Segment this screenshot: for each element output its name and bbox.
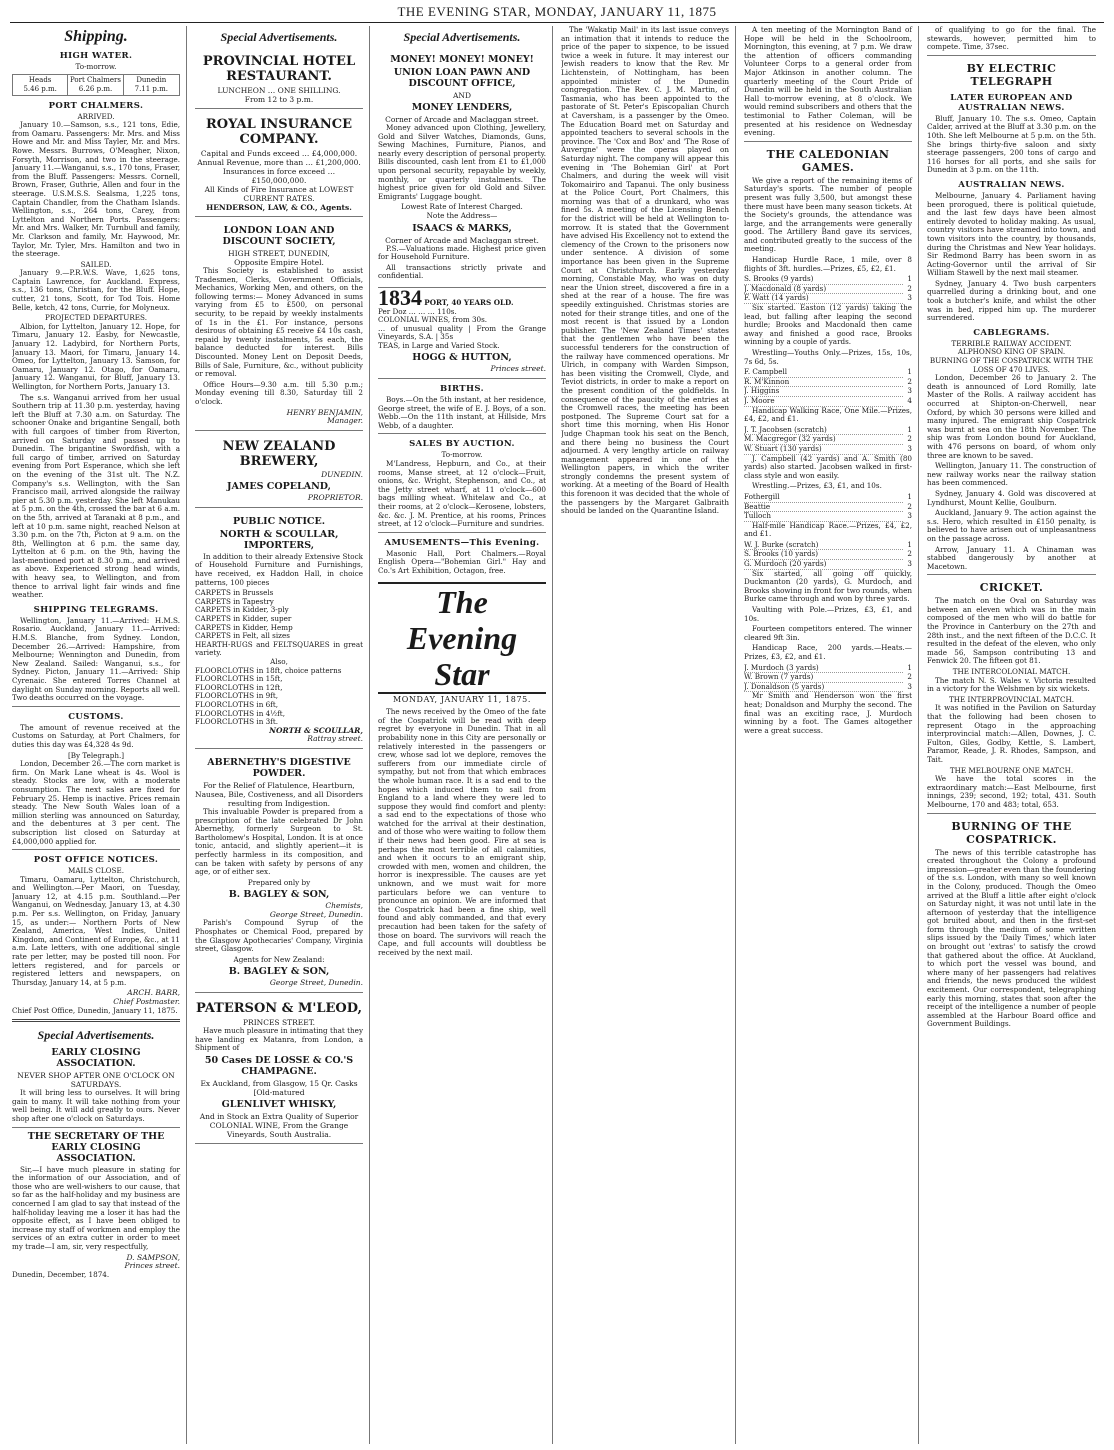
shipping-title: Shipping. bbox=[64, 28, 128, 45]
melbourne-match-title: THE MELBOURNE ONE MATCH. bbox=[949, 765, 1074, 775]
port-1834-colonial2: … of unusual quality | From the Grange Vineyards, S.A. | 35s bbox=[378, 323, 546, 342]
provincial-hotel-line1: LUNCHEON … ONE SHILLING. bbox=[217, 86, 341, 95]
nz-brewery-name: JAMES COPELAND, bbox=[227, 481, 331, 493]
cricket-text: The match on the Oval on Saturday was between an eleven which was in the main composed of the men who will do battle for the Province in Canterbury on the 27th and 28th inst., and the next fifteen of the D.C.C. It resulted in the defeat of the eleven, who only made 56, Sampson contributing 13 and Fenwick 20. The fifteen got 81. bbox=[927, 596, 1096, 666]
column-6 bbox=[927, 26, 1102, 1444]
floorcloth-item: FLOORCLOTHS in 3ft. bbox=[195, 717, 279, 727]
amusements-title: AMUSEMENTS—This Evening. bbox=[384, 537, 540, 548]
special-ads-title-col2: Special Advertisements. bbox=[220, 30, 338, 44]
port-1834-sign-addr: Princes street. bbox=[490, 364, 546, 374]
column-4 bbox=[561, 26, 736, 1444]
floorcloth-item: FLOORCLOTHS in 9ft, bbox=[195, 691, 279, 701]
projected-heading: PROJECTED DEPARTURES. bbox=[45, 313, 147, 323]
column-1 bbox=[12, 26, 187, 1444]
london-loan-text: This Society is established to assist Tradesmen, Clerks, Government Officials, Mechanics, Working Men, and others, on the following terms:— Money Advanced in sums varying from £5 to £500, on personal security, to be repaid by weekly instalments of 1s in the £1. For instance, persons desirous of obtaining £5 receive £4 10s cash, repaid by twenty instalments, 5s each, the balance deducted for interest. Bills Discounted. Money Lent on Deposit Deeds, Bills of Sale, Furniture, &c., without publicity or removal. bbox=[195, 266, 363, 379]
walking-title: Handicap Walking Race, One Mile.—Prizes, £4, £2, and £1. bbox=[744, 405, 912, 424]
floorcloth-item: FLOORCLOTHS in 6ft, bbox=[195, 699, 279, 709]
cospatrick-small-title: BURNING OF THE COSPATRICK WITH THE LOSS OF 470 LIVES. bbox=[929, 356, 1094, 374]
floorcloth-item: FLOORCLOTHS in 4½ft, bbox=[195, 708, 285, 718]
births-text: Boys.—On the 5th instant, at her residence, George street, the wife of E. J. Boys, of a son. Webb.—On the 11th instant, at Hillside, Mrs Webb, of a daughter. bbox=[378, 395, 546, 430]
abernethy-agent-addr: George Street, Dunedin. bbox=[269, 978, 363, 988]
result-row: G. Murdoch (20 yards) 3 bbox=[744, 559, 912, 569]
carpet-item: CARPETS in Kidder, super bbox=[195, 614, 292, 624]
arrow-text: Arrow, January 11. A Chinaman was stabbed dangerously by another at Macetown. bbox=[927, 544, 1096, 571]
alphonso-title: ALPHONSO KING OF SPAIN. bbox=[957, 347, 1066, 357]
burning-title: BURNING OF THE COSPATRICK. bbox=[951, 819, 1072, 846]
secretary-place-date: Dunedin, December, 1874. bbox=[12, 1269, 110, 1279]
result-row: Fothergill 1 bbox=[744, 491, 912, 501]
money-ps2: All transactions strictly private and confidential. bbox=[378, 262, 546, 281]
royal-insurance-title: ROYAL INSURANCE COMPANY. bbox=[205, 117, 353, 147]
money-firm-addr: Corner of Arcade and Maclaggan street. bbox=[385, 235, 539, 245]
money-office: UNION LOAN PAWN AND DISCOUNT OFFICE, bbox=[393, 67, 531, 89]
newspaper-columns bbox=[12, 26, 1102, 1444]
port-1834-price: Per Doz … … … 110s. bbox=[378, 306, 457, 316]
result-row: W. Stuart (130 yards) 3 bbox=[744, 443, 912, 453]
carpet-item: CARPETS in Brussels bbox=[195, 588, 274, 598]
port-1834-year: 1834 bbox=[378, 284, 422, 310]
shipping-news-text: The s.s. Wanganui arrived from her usual Southern trip at 11.30 p.m. yesterday, having left the Bluff at 7.30 a.m. on Saturday. The schooner Onake and brigantine Sengall, both with full cargoes of timber from Riverton, arrived on Saturday and passed up to Dunedin. The brigantine Swordfish, with a full cargo of timber, arrived on Saturday evening from Port Esperance, which she left on the evening of the 31st ult. The N.Z. Company's s.s. Wellington, with the San Francisco mail, arrived alongside the railway pier at 5.30 p.m. yesterday. She left Manukau at 5 p.m. on the 4th, crossed the bar at 6 a.m. on the 5th, arrived at Taranaki at 8 p.m., and left at 10 p.m. same night, reached Nelson at 3.30 p.m. on the 7th, Picton at 9 a.m. on the 8th, Wellington at 6 p.m. the same day, Lyttelton at 6 p.m. on the 9th, having the last-mentioned port at 8.30 p.m., and arrived as above. Experienced strong head winds, with heavy sea, to Wellington, and from thence to arrival light fair winds and fine weather. bbox=[12, 392, 180, 600]
bluff-text: Bluff, January 10. The s.s. Omeo, Captain Calder, arrived at the Bluff at 3.30 p.m. on the 10th. She left Melbourne at 5 p.m. on the 5th. She brings thirty-five saloon and sixty steerage passengers, 200 tons of cargo and 116 horses for all ports, and she sails for Dunedin at 3 p.m. on the 11th. bbox=[927, 113, 1096, 175]
abernethy-agent-name: B. BAGLEY & SON, bbox=[228, 966, 330, 978]
nz-brewery-role: PROPRIETOR. bbox=[307, 493, 363, 503]
london-loan-manager: HENRY BENJAMIN, bbox=[286, 407, 363, 417]
shipping-telegrams-title: SHIPPING TELEGRAMS. bbox=[33, 604, 159, 615]
abernethy-maker: B. BAGLEY & SON, bbox=[228, 889, 330, 901]
wellington-text: Wellington, January 11. The construction of new railway works near the railway station has been commenced. bbox=[927, 461, 1096, 488]
railway-title: TERRIBLE RAILWAY ACCIDENT. bbox=[951, 338, 1072, 348]
early-closing-subtitle: NEVER SHOP AFTER ONE O'CLOCK ON SATURDAYS. bbox=[17, 1071, 175, 1090]
london-loan-hours: Office Hours—9.30 a.m. till 5.30 p.m.; Monday evening till 8.30, Saturday till 2 o'clock. bbox=[195, 379, 363, 406]
abernethy-subtitle: For the Relief of Flatulence, Heartburn, Nausea, Bile, Costiveness, and all Disorders resulting from Indigestion. bbox=[195, 780, 364, 808]
abernethy-text: This invaluable Powder is prepared from a prescription of the late celebrated Dr John Abernethy, formerly Surgeon to St. Bartholomew's Hospital, London. It is at once tonic, antacid, and slightly aperient—it is perfectly harmless in its composition, and can be taken with safety by persons of any age, or of either sex. bbox=[195, 806, 363, 877]
births-title: BIRTHS. bbox=[439, 384, 485, 395]
secretary-role: Princes street. bbox=[124, 1261, 180, 1271]
royal-insurance-line3: Insurances in force exceed … £150,000,000. bbox=[222, 167, 336, 185]
cricket-title: CRICKET. bbox=[979, 581, 1044, 595]
melbourne-text: Melbourne, January 4. Parliament having been prorogued, there is political quietude, and the last few days have been almost entirely devoted to holiday making. As usual, country visitors have streamed into town, and town visitors into the country, by thousands, during the Christmas and New Year holidays. Sir Redmond Barry has been sworn in as Acting-Governor until the arrival of Sir William Stawell by the next mail steamer. bbox=[927, 190, 1096, 278]
paterson-title: PATERSON & M'LEOD, bbox=[195, 1001, 363, 1017]
editorial-text: The news received by the Omeo of the fate of the Cospatrick will be read with deep regret by everyone in Dunedin. That in all probability none in this City are personally or relatively interested in the passengers or crew, whose sad lot we deplore, removes the sufferers from our immediate circle of sympathy, but not from that which embraces the whole human race. It is a sad end to the hopes which induced them to sail from England to a land where they were led to suppose they would find comfort and plenty: a sad end to the expectations of those who watched for the arrival at their destination, and of those who were waiting to follow them if their news had been good. Fire at sea is perhaps the most terrible of all calamities, and when it occurs to an emigrant ship, crowded with men, women and children, the horror is inexpressible. The causes are yet unknown, and we must wait for more particulars before we can venture to pronounce an opinion. We are informed that the Cospatrick had been a fine ship, well found and ably commanded, and that every precaution had been taken for the safety of those on board. The survivors will reach the Cape, and full accounts will doubtless be received by the next mail. bbox=[378, 707, 546, 957]
port-1834-teas: TEAS, in Large and Varied Stock. bbox=[378, 340, 500, 350]
telegraph-subtitle: LATER EUROPEAN AND AUSTRALIAN NEWS. bbox=[950, 92, 1073, 113]
provincial-hotel-ad bbox=[195, 49, 363, 109]
floorcloth-item: FLOORCLOTHS in 18ft, choice patterns bbox=[195, 665, 342, 675]
paper-title: The Evening Star bbox=[378, 582, 546, 694]
telegraph-title: BY ELECTRIC TELEGRAPH bbox=[966, 61, 1057, 88]
money-ad bbox=[378, 49, 546, 288]
masthead bbox=[10, 4, 1104, 23]
result-row: M. Macgregor (32 yards) 2 bbox=[744, 434, 912, 444]
arrived-text: January 10.—Samson, s.s., 121 tons, Edie, from Oamaru. Passengers: Mr. Mrs. and Miss Howe and Mr. and Miss Tayler, Mr. and Mrs. Rowe. Messrs. Burrows, O'Meagher, Nixon, Forsyth, Morrison, and two in the steerage. January 11.—Wanganui, s.s., 170 tons, Fraser, from the Bluff. Passengers: Messrs. Cornell, Brown, Fraser, Guthrie, Allen and four in the steerage. U.S.M.S.S. Sealsma, 1,225 tons, Captain Chandler, from the Chatham Islands. Wellington, s.s., 264 tons, Carey, from Lyttelton and Northern Ports. Passengers: Mr. and Mrs. Walker, Mr. Turnbull and family, Mr. Clarkson and family, Mr. Haywood, Mr. Taylor, Mr. Tyler, Mrs. Hamilton and two in the steerage. bbox=[12, 120, 180, 259]
abernethy-parish: Parish's Compound Syrup of the Phosphates or Chemical Food, prepared by the Glasgow Apothecaries' Company, Virginia street, Glasgow. bbox=[195, 918, 363, 954]
intro-text: A ten meeting of the Mornington Band of Hope will be held in the Schoolroom, Mornington, this evening, at 7 p.m. We draw the attention of officers commanding Volunteer Corps to a general order from Major Atkinson in another column. The quarterly meeting of the Court Pride of Dunedin will be held in the South Australian Hall to-morrow evening, at 8 o'clock. We would remind subscribers and others that the testimonial to Father Coleman, will be presented at his residence on Wednesday evening. bbox=[744, 26, 912, 138]
public-notice-text: In addition to their already Extensive Stock of Household Furniture and Furnishings, have received, ex Haddon Hall, in choice patterns, 100 pieces bbox=[195, 551, 363, 587]
money-text: Money advanced upon Clothing, Jewellery, Gold and Silver Watches, Diamonds, Guns, Sewing Machines, Furniture, Pianos, and nearly every description of personal property. Bills discounted, cash lent from £1 to £1,000 upon personal security, repayable by weekly, monthly, or quarterly instalments. The highest price given for old Gold and Silver. Emigrants' Luggage bought. bbox=[378, 123, 546, 201]
post-office-text: Timaru, Oamaru, Lyttelton, Christchurch, and Wellington.—Per Maori, on Tuesday, January 12, at 4.15 p.m. Southland.—Per Wanganui, on Wednesday, January 13, at 4.30 p.m. Per s.s. Wellington, on Friday, January 15, as under:— Northern Ports of New Zealand, America, West Indies, United Kingdom, and Continent of Europe, &c., at 11 a.m. Late letters, with one additional single rate per letter, may be posted till noon. For letters registered, and for parcels or registered letters and newspapers, on Thursday, January 14, at 5 p.m. bbox=[12, 874, 180, 987]
money-address: Corner of Arcade and Maclaggan street. bbox=[385, 115, 539, 124]
paterson-address: PRINCES STREET. bbox=[243, 1018, 315, 1028]
customs-title: CUSTOMS. bbox=[68, 711, 124, 722]
sales-title: SALES BY AUCTION. bbox=[409, 439, 515, 450]
abernethy-title: ABERNETHY'S DIGESTIVE POWDER. bbox=[207, 756, 351, 779]
intercolonial-text: The match N. S. Wales v. Victoria resulted in a victory for the Welshmen by six wickets. bbox=[927, 675, 1096, 694]
money-title: MONEY! MONEY! MONEY! bbox=[390, 54, 534, 65]
london-loan-address: HIGH STREET, DUNEDIN, bbox=[228, 249, 330, 258]
masthead-date: THE EVENING STAR, MONDAY, JANUARY 11, 1875 bbox=[397, 4, 717, 19]
interprovincial-text: It was notified in the Pavilion on Saturday that the following had been chosen to represent Otago in the approaching interprovincial match:—Allen, Downes, J. C. Fulton, Giles, Godby, Kettle, S. Lambert, Paramor, Reade, J. R. Rhodes, Sampson, and Tait. bbox=[927, 703, 1096, 764]
column-3 bbox=[378, 26, 553, 1444]
sydney2-text: Sydney, January 4. Gold was discovered at Lyndhurst, Mount Kellie, Goulburn. bbox=[927, 488, 1096, 507]
port-1834-colonial: COLONIAL WINES, from 30s. bbox=[378, 315, 488, 325]
result-row: Beattie 2 bbox=[744, 501, 912, 511]
result-row: W. Brown (7 yards) 2 bbox=[744, 672, 912, 682]
result-row: J. Higgins 3 bbox=[744, 386, 912, 396]
abernethy-prepared: Prepared only by bbox=[247, 877, 311, 887]
column-5 bbox=[744, 26, 919, 1444]
result-row: Tulloch 3 bbox=[744, 511, 912, 521]
caledonian-title: THE CALEDONIAN GAMES. bbox=[766, 147, 890, 174]
floorcloth-item: FLOORCLOTHS in 15ft, bbox=[195, 674, 283, 684]
nz-brewery-title: NEW ZEALAND BREWERY, bbox=[222, 438, 336, 469]
post-office-role: Chief Postmaster. bbox=[113, 997, 180, 1006]
sydney-text: Sydney, January 4. Two bush carpenters quarrelled during a drinking bout, and one took a butcher's knife, and whilst the other was in bed, ripped him up. The murderer surrendered. bbox=[927, 278, 1096, 323]
amusements-text: Masonic Hall, Port Chalmers.—Royal English Opera—"Bohemian Girl." Hay and Co.'s Art Exhibition, Octagon, free. bbox=[378, 548, 546, 575]
intercolonial-title: THE INTERCOLONIAL MATCH. bbox=[952, 667, 1071, 677]
wrestling2-title: Wrestling.—Prizes, £3, £1, and 10s. bbox=[752, 481, 882, 491]
shipping-telegrams-text: Wellington, January 11.—Arrived: H.M.S. Rosario. Auckland, January 11.—Arrived: H.M.S. Blanche, from Sydney. London, December 26.—Arrived: Hampshire, from Melbourne; Wennington and Dunedin, from New Zealand. Sailed: Wanganui, s.s., for Sydney. Picton, January 11.—Arrived: Ship Cyrenaic. She entered Torres Channel at daylight on Sunday morning. Reports all well. Two deaths occurred on the voyage. bbox=[12, 615, 180, 703]
result-row: J. Moore 4 bbox=[744, 395, 912, 405]
cablegrams-title: CABLEGRAMS. bbox=[973, 327, 1050, 338]
halfmile-text: Six started, all going off quickly, Duckmanton (20 yards), G. Murdoch, and Brooks showing in front for two rounds, when Burke came through and won by three yards. bbox=[744, 568, 912, 604]
post-office-place-date: Chief Post Office, Dunedin, January 11, 1875. bbox=[12, 1005, 178, 1015]
paterson-glasgow: Ex Auckland, from Glasgow, 15 Qr. Casks [Old-matured bbox=[200, 1078, 358, 1097]
money-and: AND bbox=[453, 91, 471, 100]
auckland-text: Auckland, January 9. The action against the s.s. Hero, which resulted in £150 penalty, is believed to have arisen out of unpleasantness on the passage across. bbox=[927, 508, 1096, 543]
money-note: Note the Address— bbox=[426, 210, 498, 220]
royal-insurance-line2: Annual Revenue, more than … £1,200,000. bbox=[197, 158, 361, 167]
by-telegraph-text: London, December 26.—The corn market is firm. On Mark Lane wheat is 4s. Wool is steady. Stocks are low, with a moderate consumption. The next sales are fixed for February 25. Hemp is inactive. Prices remain steady. The New South Wales loan of a million sterling was announced on Saturday, and the debentures at 3 per cent. The subscription list closed on Saturday at £4,000,000 applied for. bbox=[12, 759, 180, 846]
tide-table bbox=[12, 74, 180, 96]
carpet-item: CARPETS in Tapestry bbox=[195, 596, 274, 606]
royal-insurance-ad bbox=[195, 112, 363, 217]
result-row: W. J. Burke (scratch) 1 bbox=[744, 539, 912, 549]
final-text: Mr Smith and Henderson won the first heat; Donaldson and Murphy the second. The final was an exciting race, J. Murdoch winning by a foot. The Games altogether were a great success. bbox=[744, 691, 912, 735]
sailed-text: January 9.—P.R.W.S. Wave, 1,625 tons, Captain Lawrence, for Auckland. Express, s.s., 136 tons, Christian, for the Bluff. Hope, cutter, 21 tons, Scott, for Tod Tois. Home Belle, ketch, 42 tons, Currie, for Molyneux. bbox=[12, 268, 180, 312]
result-row: F. Watt (14 yards) 3 bbox=[744, 293, 912, 303]
paterson-colonial: And in Stock an Extra Quality of Superior COLONIAL WINE, From the Grange Vineyards, South Australia. bbox=[199, 1111, 359, 1139]
vaulting-title: Vaulting with Pole.—Prizes, £3, £1, and 10s. bbox=[744, 605, 912, 623]
paterson-ad bbox=[195, 996, 363, 1144]
royal-insurance-agent: HENDERSON, LAW, & CO., Agents. bbox=[206, 203, 352, 212]
port-1834-text: PORT, 40 YEARS OLD. bbox=[424, 297, 514, 307]
result-row: S. Brooks (9 yards) 1 bbox=[744, 274, 912, 284]
paper-date: MONDAY, JANUARY 11, 1875. bbox=[393, 694, 531, 704]
carpet-item: CARPETS in Felt, all sizes bbox=[195, 631, 290, 641]
public-notice-sign-addr: Rattray street. bbox=[307, 734, 363, 744]
melbourne-match-text: We have the total scores in the extraordinary match:—East Melbourne, first innings, 239; second, 192; total, 431. South Melbourne, 170 and 483; total, 653. bbox=[927, 774, 1096, 809]
london-loan-address2: Opposite Empire Hotel. bbox=[234, 258, 324, 267]
wrestling-title: Wrestling—Youths Only.—Prizes, 15s, 10s, 7s 6d, 5s. bbox=[744, 348, 912, 366]
money-ps: P.S.—Valuations made. Highest price given for Household Furniture. bbox=[378, 243, 546, 262]
early-closing-text: It will bring less to ourselves. It will bring gain to many. It will take nothing from your well being. It will add greatly to ours. Never shop after one o'clock on Saturdays. bbox=[12, 1088, 180, 1123]
floorcloth-item: FLOORCLOTHS in 12ft, bbox=[195, 682, 283, 692]
port-1834-ad bbox=[378, 284, 546, 379]
result-row: J. Macdonald (8 yards) 2 bbox=[744, 283, 912, 293]
public-notice-sign: NORTH & SCOULLAR, bbox=[269, 725, 363, 735]
tide-heads: Heads 5.46 p.m. bbox=[13, 75, 68, 95]
provincial-hotel-line2: From 12 to 3 p.m. bbox=[244, 95, 314, 104]
special-ads-title-col1: Special Advertisements. bbox=[37, 1028, 155, 1043]
result-row: R. M'Kinnon 2 bbox=[744, 376, 912, 386]
post-office-title: POST OFFICE NOTICES. bbox=[33, 855, 159, 866]
post-office-signature: ARCH. BARR, bbox=[127, 988, 180, 998]
abernethy-maker-addr: George Street, Dunedin. bbox=[269, 909, 363, 919]
to-morrow-label: To-morrow. bbox=[75, 62, 117, 71]
carpet-item: CARPETS in Kidder, Hemp bbox=[195, 622, 293, 632]
local-news-text: The 'Wakatip Mail' in its last issue conveys an intimation that it intends to reduce the price of the paper to sixpence, to be issued twice a week in future. It may interest our Jewish readers to know that the Rev. Mr Lichtenstein, of Nottingham, has been appointed minister of the Dunedin congregation. The Rev. C. J. M. Martin, of Tasmania, who has been appointed to the pastorate of St. Peter's Episcopalian Church at Caversham, is a passenger by the Omeo. The Education Board met on Saturday and appointed teachers to several schools in the province. The 'Cox and Box' and 'The Rose of Auvergne' were the operas played on Saturday night. The company will appear this evening in 'The Bohemian Girl' at Port Chalmers, and during the week will visit Tokomairiro and Tapanui. The only business at the Police Court, Port Chalmers, this morning was that of a drunkard, who was fined 5s. A meeting of the Licensing Bench for the district will be held at Wellington to-morrow. It is stated that the Government have advised His Excellency not to extend the clemency of the Crown to the prisoners now under sentence. A division of some importance has been given in the Supreme Court at Christchurch. Early yesterday morning, Constable May, who was on duty near the Union street, discovered a fire in a shed at the rear of a house. The fire was speedily extinguished. Christmas stories are noted for their strange titles, and one of the most recent is that issued by a London publisher. The 'New Zealand Times' states that the gentlemen who have been the successful tenderers for the construction of the railway have commenced operations. Mr Ulrich, in company with Warden Simpson, has been visiting the Cromwell, Clyde, and Teviot districts, in order to make a report on the present condition of the goldfields. In consequence of the paucity of the entries at the Cromwell races, the meeting has been postponed. The Supreme Court sat for a short time this morning, when His Honor Judge Chapman took his seat on the Bench, and there being no business the Court adjourned. A very lengthy article on railway management appeared in one of the Wellington papers, in which the writer strongly condemns the present system of working. At a meeting of the Board of Health this forenoon it was decided that the whole of the passengers by the Margaret Galbraith should be landed on the Quarantine Island. bbox=[561, 26, 729, 516]
paterson-text: Have much pleasure in intimating that they have landing ex Matanra, from London, a Shipment of bbox=[195, 1026, 363, 1053]
sales-text: M'Landress, Hepburn, and Co., at their rooms, Manse street, at 12 o'clock—Fruit, onions, &c. Wright, Stephenson, and Co., at the Jetty street wharf, at 11 o'clock—600 bags milling wheat. Whitelaw and Co., at their rooms, at 2 o'clock—Kerosene, lobsters, &c. &c. J. M. Prentice, at his rooms, Princes street, at 12 o'clock—Furniture and sundries. bbox=[378, 459, 546, 529]
secretary-text: Sir,—I have much pleasure in stating for the information of our Association, and of those who are well-wishers to our cause, that so far as the half-holiday and my business are concerned I am glad to say that instead of the half-holiday leaving me a loser it has had the opposite effect, as I have been obliged to increase my staff of workmen and employ the services of an extra cutter in order to meet my trade—I am, sir, very respectfully, bbox=[12, 1164, 180, 1251]
public-notice-also: Also, bbox=[270, 657, 288, 666]
walking-text: J. Campbell (42 yards) and A. Smith (80 yards) also started. Jacobsen walked in first-class style and won easily. bbox=[744, 453, 912, 480]
col6-top-text: of qualifying to go for the final. The stewards, however, permitted him to compete. Time, 37sec. bbox=[927, 26, 1096, 52]
result-row: J. T. Jacobsen (scratch) 1 bbox=[744, 424, 912, 434]
column-2 bbox=[195, 26, 370, 1444]
customs-text: The amount of revenue received at the Customs on Saturday, at Port Chalmers, for duties this day was £4,328 4s 9d. bbox=[12, 722, 180, 749]
by-telegraph-title: [By Telegraph.] bbox=[67, 750, 125, 760]
result-row: J. Donaldson (5 yards) 3 bbox=[744, 681, 912, 691]
australian-news-title: AUSTRALIAN NEWS. bbox=[958, 179, 1065, 190]
money-firm: ISAACS & MARKS, bbox=[412, 222, 512, 234]
sailed-heading: SAILED. bbox=[80, 259, 112, 269]
port-chalmers-heading: PORT CHALMERS. bbox=[48, 100, 144, 111]
royal-insurance-line1: Capital and Funds exceed … £4,000,000. bbox=[200, 149, 358, 158]
carpet-item: HEARTH-RUGS and FELTSQUARES in great variety. bbox=[195, 639, 363, 658]
abernethy-maker-role: Chemists, bbox=[325, 901, 363, 911]
caledonian-text: We give a report of the remaining items of Saturday's sports. The number of people present was fully 3,500, but amongst these there must have been many season tickets. At the Society's grounds, the attendance was large, and the arrangements were generally good. The Artillery Band gave its services, and contributed greatly to the success of the meeting. bbox=[744, 175, 912, 254]
tide-port-chalmers: Port Chalmers 6.26 p.m. bbox=[68, 75, 123, 95]
paterson-champagne: 50 Cases DE LOSSE & CO.'S CHAMPAGNE. bbox=[204, 1054, 354, 1077]
burning-text: The news of this terrible catastrophe has created throughout the Colony a profound impression—greater even than the foundering of the s.s. London, with many so well known in the Colony, produced. Though the Omeo arrived at the Bluff a little after eight o'clock on Saturday night, it was not until late in the afternoon of yesterday that the intelligence got bruited about, and then in the first-set form through the medium of some written slips issued by the 'Daily Times,' which later on brought out 'extras' to satisfy the crowd that gathered about the office. At Auckland, to which port the vessel was bound, and where many of her passengers had relatives and friends, the news produced the wildest excitement. Our correspondent, telegraphing early this morning, states that soon after the receipt of the intelligence a number of people assembled at the Harbour Board office and Government Buildings. bbox=[927, 847, 1096, 1029]
halfmile-title: Half-mile Handicap Race.—Prizes, £4, £2, and £1. bbox=[744, 520, 912, 539]
london-loan-manager-role: Manager. bbox=[327, 416, 363, 426]
tide-dunedin: Dunedin 7.11 p.m. bbox=[134, 75, 169, 93]
mails-close-title: MAILS CLOSE. bbox=[68, 866, 124, 876]
london-loan-title: LONDON LOAN AND DISCOUNT SOCIETY, bbox=[222, 225, 336, 247]
handicap-200-title: Handicap Race, 200 yards.—Heats.—Prizes, £3, £2, and £1. bbox=[744, 643, 912, 661]
port-1834-sign: HOGG & HUTTON, bbox=[412, 352, 512, 364]
interprovincial-title: THE INTERPROVINCIAL MATCH. bbox=[948, 694, 1075, 704]
provincial-hotel-title: PROVINCIAL HOTEL RESTAURANT. bbox=[202, 54, 356, 84]
nz-brewery-ad bbox=[195, 434, 363, 508]
vaulting-text: Fourteen competitors entered. The winner cleared 9ft 3in. bbox=[744, 624, 912, 642]
hurdle-title: Handicap Hurdle Race, 1 mile, over 8 flights of 3ft. hurdles.—Prizes, £5, £2, £1. bbox=[744, 255, 912, 273]
result-row: F. Campbell 1 bbox=[744, 367, 912, 377]
royal-insurance-line4: All Kinds of Fire Insurance at LOWEST CURRENT RATES. bbox=[204, 185, 354, 203]
early-closing-title: EARLY CLOSING ASSOCIATION. bbox=[51, 1047, 141, 1070]
nz-brewery-place: DUNEDIN. bbox=[321, 469, 363, 479]
special-ads-title-col3: Special Advertisements. bbox=[403, 30, 521, 44]
london-loan-ad bbox=[195, 220, 363, 431]
carpet-item: CARPETS in Kidder, 3-ply bbox=[195, 605, 289, 615]
hurdle-text: Six started. Easton (12 yards) taking the lead, but falling after leaping the second hurdle; Brooks and Macdonald then came away and finished a good race, Brooks winning by a couple of yards. bbox=[744, 303, 912, 347]
result-row: S. Brooks (10 yards) 2 bbox=[744, 549, 912, 559]
sales-today: To-morrow. bbox=[441, 450, 483, 460]
money-rate: Lowest Rate of Interest Charged. bbox=[401, 202, 523, 212]
london-text: London, December 26 to January 2. The death is announced of Lord Romilly, late Master of the Rolls. A railway accident has occurred at Shipton-on-Cherwell, near Oxford, by which 30 persons were killed and many injured. The emigrant ship Cospatrick was burnt at sea on the 18th November. The ship was from London bound for Auckland, with 476 persons on board, of whom only three are known to be saved. bbox=[927, 373, 1096, 460]
projected-text: Albion, for Lyttelton, January 12. Hope, for Timaru, January 12. Easby, for Newcastle, January 12. Ladybird, for Northern Ports, January 13. Maori, for Timaru, January 14. Omeo, for Lyttelton, January 13. Samson, for Oamaru, January 12. Otago, for Oamaru, January 12. Wanganui, for Bluff, January 13. Wellington, for Northern Ports, January 13. bbox=[12, 321, 180, 391]
abernethy-agents: Agents for New Zealand: bbox=[233, 954, 325, 964]
public-notice-title: PUBLIC NOTICE. bbox=[232, 515, 326, 527]
money-lenders: MONEY LENDERS, bbox=[411, 102, 513, 113]
public-notice-firm: NORTH & SCOULLAR, IMPORTERS, bbox=[219, 528, 339, 551]
paterson-whisky: GLENLIVET WHISKY, bbox=[221, 1098, 337, 1110]
secretary-signature: D. SAMPSON, bbox=[126, 1252, 180, 1262]
public-notice-ad bbox=[195, 511, 363, 749]
abernethy-ad bbox=[195, 752, 363, 993]
result-row: J. Murdoch (3 yards) 1 bbox=[744, 662, 912, 672]
arrived-heading: ARRIVED. bbox=[77, 111, 115, 121]
high-water-title: HIGH WATER. bbox=[59, 51, 133, 61]
secretary-title: THE SECRETARY OF THE EARLY CLOSING ASSOCIATION. bbox=[27, 1130, 165, 1164]
